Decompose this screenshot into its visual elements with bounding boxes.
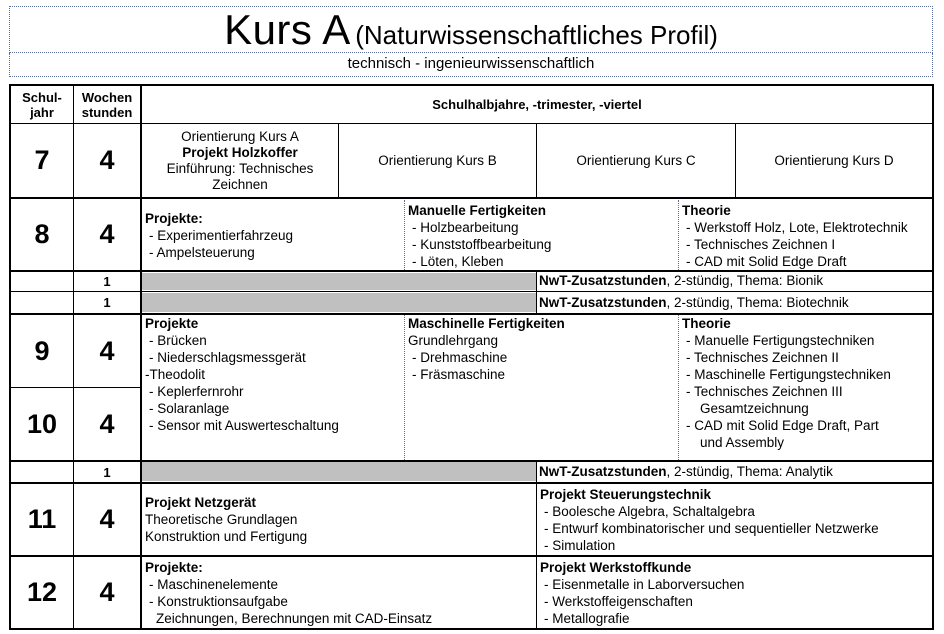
nwt3-hours: 1 [103,464,111,480]
row910-projekte: Projekte - Brücken - Niederschlagsmessgerät -Theodolit - Keplerfernrohr - Solaranlage - Sensor mit Auswerteschaltung [145,316,339,433]
hours-8: 4 [99,219,115,249]
row8-manuelle-fertigkeiten: Manuelle Fertigkeiten - Holzbearbeitung - Kunststoffbearbeitung - Löten, Kleben [408,203,552,269]
course-subtitle: technisch - ingenieurwissenschaftlich [9,53,933,77]
nwt2-text: NwT-Zusatzstunden, 2-stündig, Thema: Biotechnik [539,295,849,310]
row7-orientierung-a: Orientierung Kurs A Projekt Holzkoffer Einführung: Technisches Zeichnen [166,128,314,192]
header-wochenstunden: Wochen stunden [81,89,133,120]
row11-projekt-netzgeraet: Projekt Netzgerät Theoretische Grundlagen Konstruktion und Fertigung [145,495,308,544]
nwt-bar-1 [142,273,536,290]
nwt3-text: NwT-Zusatzstunden, 2-stündig, Thema: Analytik [539,464,833,479]
row910-theorie: Theorie - Manuelle Fertigungstechniken - Technisches Zeichnen II - Maschinelle Fertigungstechniken - Technisches Zeichnen III Gesamtzeichnung - CAD mit Solid Edge Draft, Part und Assembly [682,316,891,450]
row12-projekte: Projekte: - Maschinenelemente - Konstruktionsaufgabe Zeichnungen, Berechnungen mit CAD-Einsatz [145,560,433,626]
course-title: Kurs A [224,6,351,53]
title-box [9,6,933,53]
year-10: 10 [26,408,58,439]
year-8: 8 [34,219,50,249]
row910-maschinelle-fertigkeiten: Maschinelle Fertigkeiten Grundlehrgang - Drehmaschine - Fräsmaschine [408,316,565,382]
row7-orientierung-d: Orientierung Kurs D [774,153,894,168]
nwt-bar-2 [142,293,536,312]
hours-12: 4 [99,577,115,607]
row8-theorie: Theorie - Werkstoff Holz, Lote, Elektrotechnik - Technisches Zeichnen I - CAD mit Solid Edge Draft [682,203,908,269]
header-halbjahre: Schulhalbjahre, -trimester, -viertel [432,97,642,112]
year-7: 7 [34,145,50,175]
nwt-bar-3 [142,462,536,481]
hours-9: 4 [99,335,115,366]
row8-projekte: Projekte: - Experimentierfahrzeug - Ampelsteuerung [145,211,294,260]
course-profile: (Naturwissenschaftliches Profil) [355,20,718,50]
nwt1-text: NwT-Zusatzstunden, 2-stündig, Thema: Bionik [539,273,824,288]
row7-orientierung-c: Orientierung Kurs C [576,153,696,168]
hours-10: 4 [99,408,115,439]
year-12: 12 [26,577,58,607]
hours-7: 4 [99,145,115,175]
year-11: 11 [27,504,57,534]
row12-projekt-werkstoffkunde: Projekt Werkstoffkunde - Eisenmetalle in Laborversuchen - Werkstoffeigenschaften - Metallografie [540,560,745,626]
header-schuljahr: Schul- jahr [22,89,62,120]
hours-11: 4 [99,504,115,534]
row11-projekt-steuerungstechnik: Projekt Steuerungstechnik - Boolesche Algebra, Schaltalgebra - Entwurf kombinatorischer und sequentieller Netzwerke - Simulation [540,487,879,553]
row7-orientierung-b: Orientierung Kurs B [378,153,497,168]
year-9: 9 [34,335,50,366]
nwt1-hours: 1 [103,274,111,289]
nwt2-hours: 1 [103,295,111,310]
